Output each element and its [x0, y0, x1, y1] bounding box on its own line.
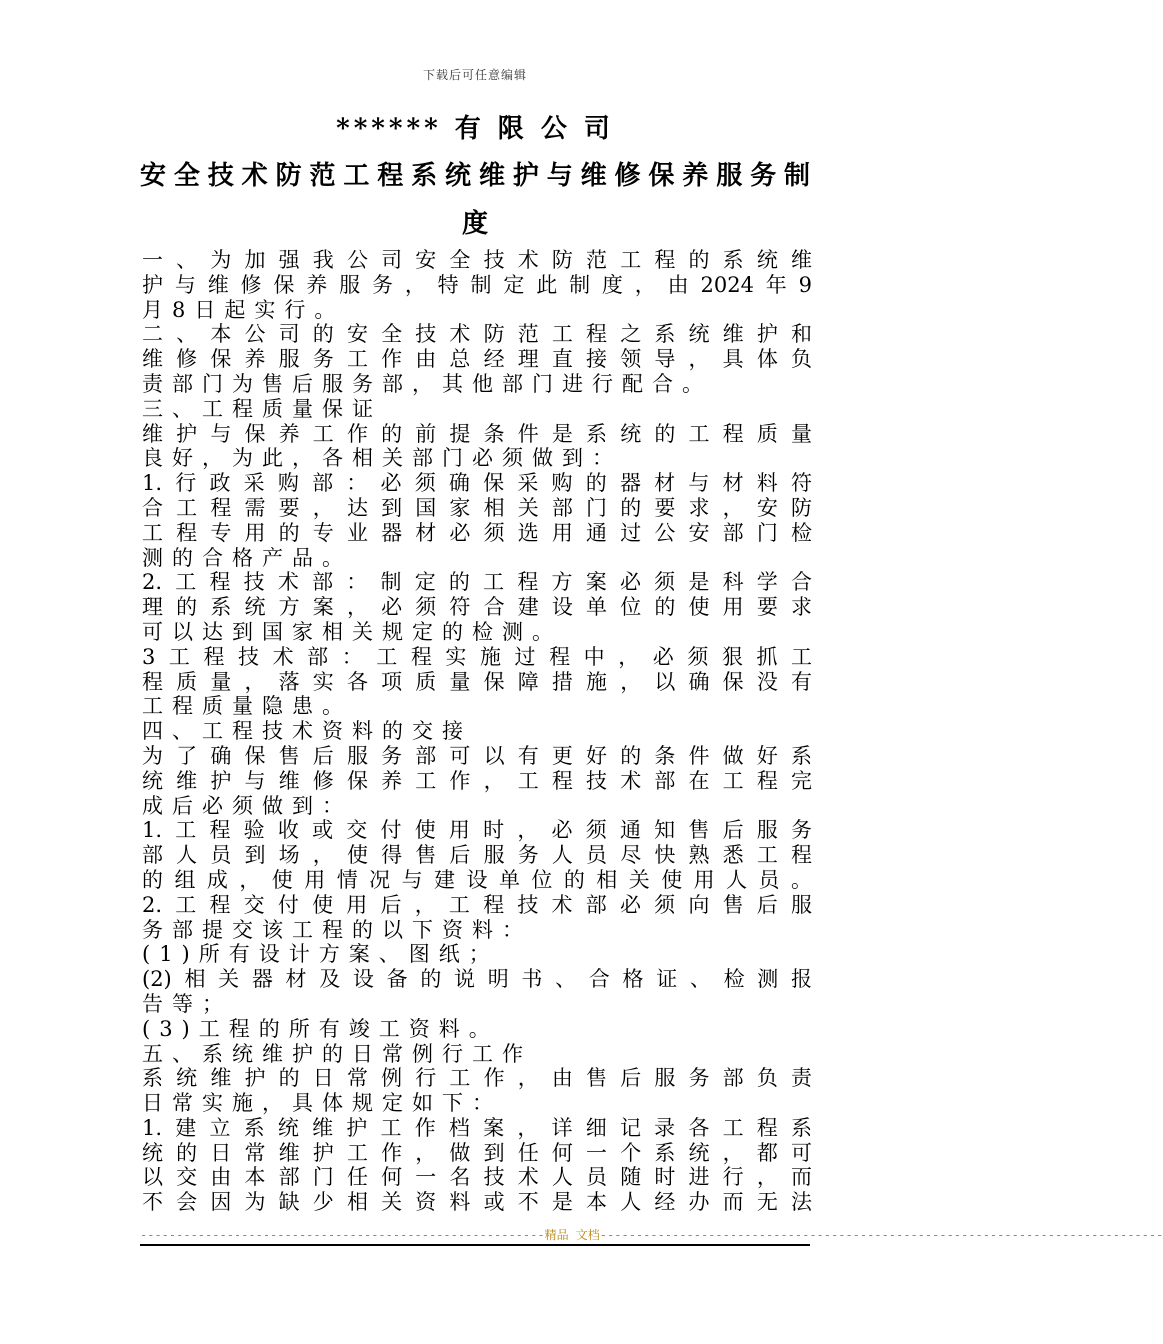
body-line: 维护与保养工作的前提条件是系统的工程质量: [142, 421, 812, 446]
body-line: 统维护与维修保养工作，工程技术部在工程完: [142, 768, 812, 793]
body-line: 成后必须做到：: [142, 793, 352, 818]
body-line: 务部提交该工程的以下资料：: [142, 917, 532, 942]
body-line: 一、为加强我公司安全技术防范工程的系统维: [142, 248, 812, 272]
body-line: 2.工程交付使用后，工程技术部必须向售后服: [142, 892, 812, 917]
section-heading: 四、工程技术资料的交接: [142, 719, 472, 744]
list-item: 告等；: [142, 991, 232, 1016]
body-line: 良好，为此，各相关部门必须做到：: [142, 446, 622, 471]
body-line: 统的日常维护工作，做到任何一个系统，都可: [142, 1140, 812, 1165]
body-line: 测的合格产品。: [142, 545, 352, 570]
body-line: 1.行政采购部：必须确保采购的器材与材料符: [142, 471, 812, 496]
body-line: 1.工程验收或交付使用时，必须通知售后服务: [142, 818, 812, 843]
body-line: 日常实施，具体规定如下：: [142, 1091, 502, 1116]
body-line: 维修保养服务工作由总经理直接领导，具体负: [142, 347, 812, 372]
body-line: 为了确保售后服务部可以有更好的条件做好系: [142, 743, 812, 768]
body-line: 2.工程技术部：制定的工程方案必须是科学合: [142, 570, 812, 595]
body-line: 程质量，落实各项质量保障措施，以确保没有: [142, 669, 812, 694]
list-item: (1)所有设计方案、图纸；: [142, 942, 499, 967]
body-line: 理的系统方案，必须符合建设单位的使用要求: [142, 595, 812, 620]
document-body: [142, 248, 812, 1215]
list-item: (3)工程的所有竣工资料。: [142, 1016, 499, 1041]
body-line: 3工程技术部：工程实施过程中，必须狠抓工: [142, 644, 812, 669]
body-line: 护与维修保养服务，特制定此制度，由2024年9: [142, 272, 812, 297]
body-line: 系统维护的日常例行工作，由售后服务部负责: [142, 1066, 812, 1091]
body-line: 的组成，使用情况与建设单位的相关使用人员。: [142, 867, 812, 892]
download-note: 下载后可任意编辑: [422, 68, 527, 82]
body-line: 部人员到场，使得售后服务人员尽快熟悉工程: [142, 843, 812, 868]
document-title: 安全技术防范工程系统维护与维修保养服务制: [140, 161, 810, 191]
document-title-continued: 度: [461, 209, 488, 239]
body-line: 以交由本部门任何一名技术人员随时进行，而: [142, 1165, 812, 1190]
footer-watermark-text: --------------------------------------------------------精品 文档------------------------------------------------------------------------------: [140, 1228, 1163, 1242]
company-name: ****** 有 限 公 司: [336, 114, 614, 144]
body-line: 工程质量隐患。: [142, 694, 352, 719]
body-line: 不会因为缺少相关资料或不是本人经办而无法: [142, 1190, 812, 1215]
body-line: 月8日起实行。: [142, 297, 345, 322]
body-line: 工程专用的专业器材必须选用通过公安部门检: [142, 520, 812, 545]
body-line: 1.建立系统维护工作档案，详细记录各工程系: [142, 1115, 812, 1140]
body-line: 合工程需要，达到国家相关部门的要求，安防: [142, 495, 812, 520]
body-line: 二、本公司的安全技术防范工程之系统维护和: [142, 322, 812, 347]
body-line: 责部门为售后服务部，其他部门进行配合。: [142, 371, 712, 396]
footer-divider: [140, 1228, 1163, 1246]
body-line: 可以达到国家相关规定的检测。: [142, 619, 562, 644]
section-heading: 三、工程质量保证: [142, 396, 382, 421]
list-item: (2)相关器材及设备的说明书、合格证、检测报: [142, 967, 812, 992]
section-heading: 五、系统维护的日常例行工作: [142, 1041, 532, 1066]
